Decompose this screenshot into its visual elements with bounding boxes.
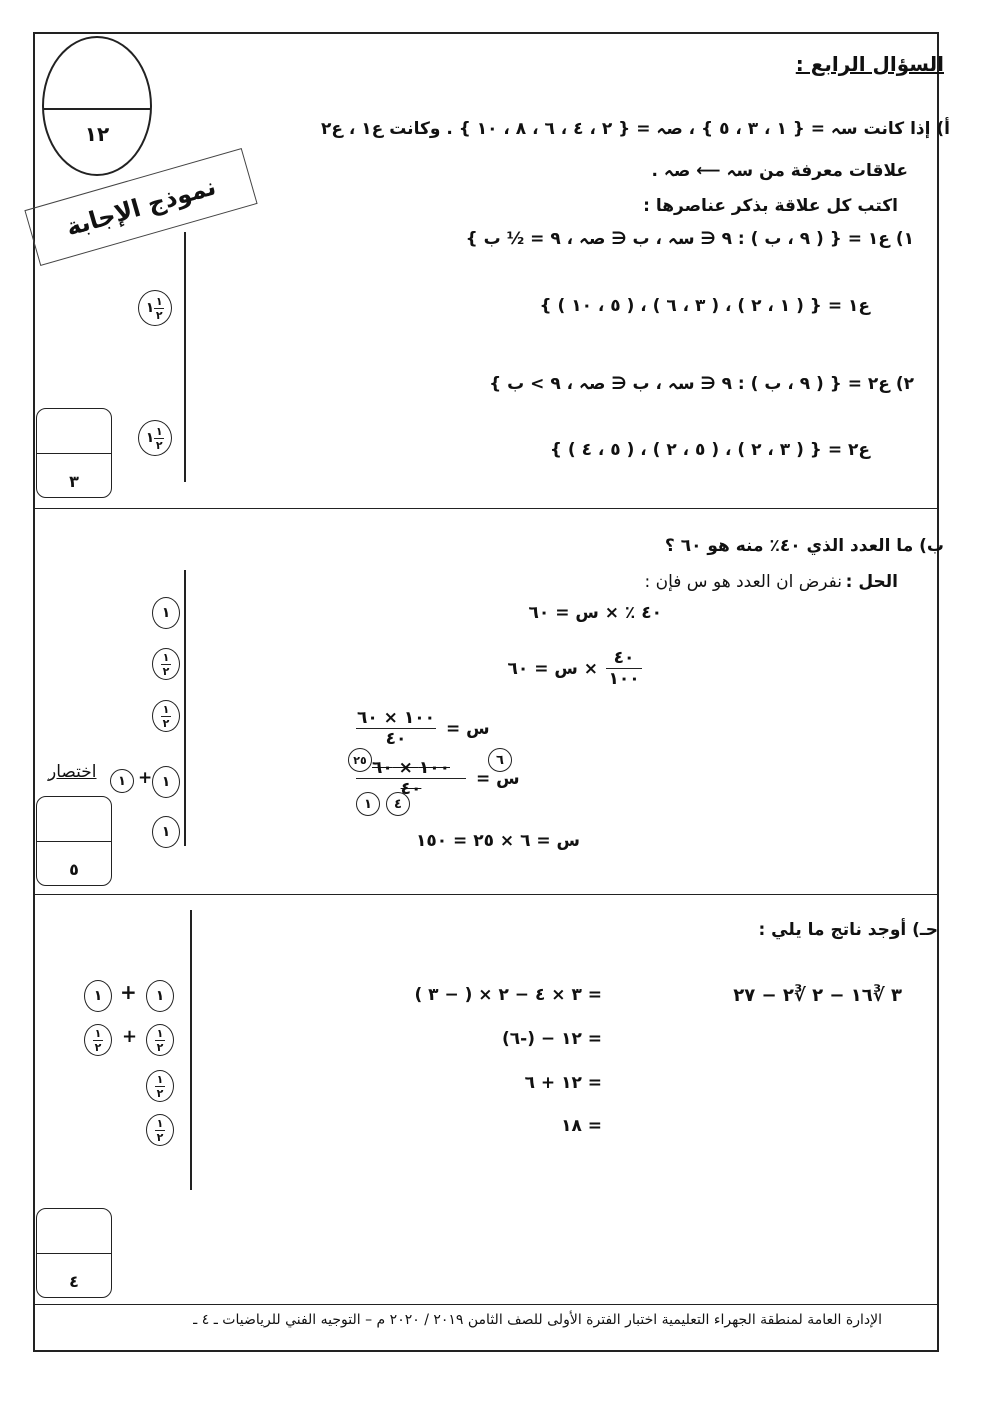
plus-sign: + <box>122 1026 138 1047</box>
part-b-mark-2: $\frac{١}{٢}$ <box>152 648 180 680</box>
part-a-q1-answer: ع١ = { ( ١ ، ٢ ) ، ( ٣ ، ٦ ) ، ( ٥ ، ١٠ ) } <box>539 296 870 316</box>
part-b-step-2 <box>508 648 642 689</box>
divider-a-b <box>33 508 939 509</box>
part-a-q2-definition: ٢) ع٢ = { ( ٩ ، ب ) : ٩ ∈ سہ ، ب ∈ صہ ، ٩ > ب } <box>489 374 914 394</box>
fraction-numerator: ١٠٠ × ٦٠ <box>372 758 450 778</box>
part-b-mark-5: ١ <box>152 766 180 798</box>
part-c-line-1: = ٣ × ٤ − ٢ × ( − ٣ ) <box>414 985 602 1005</box>
part-a-score-box <box>36 408 112 498</box>
part-c-mark-5: $\frac{١}{٢}$ <box>146 1070 174 1102</box>
part-b-step-5: س = ٦ × ٢٥ = ١٥٠ <box>415 831 580 851</box>
part-b-step-2-rest: × س = ٦٠ <box>507 658 598 679</box>
part-b-solution-label: الحل : <box>845 572 898 592</box>
stamp-text: نموذج الإجابة <box>63 172 219 242</box>
part-c-mark-2: ١ <box>146 980 174 1012</box>
fraction-denominator: ١٠٠ <box>608 669 640 689</box>
part-a-score: ٣ <box>69 472 79 491</box>
part-c-margin-line <box>190 910 192 1190</box>
cancel-circle-1: ١ <box>356 792 380 816</box>
part-c-line-2: = ١٢ − (-٦) <box>501 1029 602 1049</box>
part-a-intro-1: أ) إذا كانت سہ = { ١ ، ٣ ، ٥ } ، صہ = { ٢ ، ٤ ، ٦ ، ٨ ، ١٠ } . وكانت ع١ ، ع٢ <box>320 119 950 139</box>
part-b-question: ب) ما العدد الذي ٤٠٪ منه هو ٦٠ ؟ <box>664 536 944 556</box>
part-a-margin-line <box>184 232 186 482</box>
cancel-circle-25: ٢٥ <box>348 748 372 772</box>
part-a-intro-2: علاقات معرفة من سہ ⟵ صہ . <box>651 161 908 181</box>
total-score-oval <box>42 36 152 176</box>
part-b-step-3 <box>356 708 490 749</box>
part-c-expression: ٣ ∛١٦ − ٢ ∛٢ − ٢٧ <box>733 985 902 1006</box>
part-b-step-3-lhs: س = <box>446 718 490 739</box>
plus-sign: + <box>138 768 153 788</box>
part-a-mark-1: ١ $\frac{١}{٢}$ <box>138 290 172 326</box>
part-a-mark-2: ١ $\frac{١}{٢}$ <box>138 420 172 456</box>
fraction-denominator: ٤٠ <box>400 779 422 799</box>
part-b-step-1: ٤٠ ٪ × س = ٦٠ <box>528 603 662 623</box>
part-b-mark-6: ١ <box>152 816 180 848</box>
part-c-line-4: = ١٨ <box>561 1116 602 1136</box>
total-score: ١٢ <box>84 122 110 146</box>
cancel-circle-6: ٦ <box>488 748 512 772</box>
part-c-score-box <box>36 1208 112 1298</box>
part-b-step-3-fraction <box>356 708 436 749</box>
part-c-line-3: = ١٢ + ٦ <box>524 1073 602 1093</box>
part-b-score: ٥ <box>69 860 79 879</box>
question-title: السؤال الرابع : <box>795 52 944 76</box>
part-b-step-2-fraction <box>606 648 642 689</box>
divider-b-c <box>33 894 939 895</box>
part-b-solution-intro: نفرض ان العدد هو س فإن : <box>644 572 842 592</box>
part-b-mark-1: ١ <box>152 597 180 629</box>
part-a-instruction: اكتب كل علاقة بذكر عناصرها : <box>643 196 898 216</box>
part-c-mark-3: $\frac{١}{٢}$ <box>84 1024 112 1056</box>
part-b-margin-line <box>184 570 186 846</box>
plus-sign: + <box>120 980 137 1004</box>
footer-text: الإدارة العامة لمنطقة الجهراء التعليمية اختبار الفترة الأولى للصف الثامن ٢٠١٩ / ٢٠٢٠ م – التوجيه الفني للرياضيات ـ ٤ ـ <box>193 1312 882 1328</box>
part-b-mark-3: $\frac{١}{٢}$ <box>152 700 180 732</box>
fraction-numerator: ٤٠ <box>613 648 635 668</box>
part-c-mark-1: ١ <box>84 980 112 1012</box>
part-a-q2-answer: ع٢ = { ( ٣ ، ٢ ) ، ( ٥ ، ٢ ) ، ( ٥ ، ٤ ) } <box>549 440 870 460</box>
part-a-q1-definition: ١) ع١ = { ( ٩ ، ب ) : ٩ ∈ سہ ، ب ∈ صہ ، ٩ = ½ ب } <box>465 229 914 249</box>
fraction-denominator: ٤٠ <box>385 729 407 749</box>
part-c-question: حـ) أوجد ناتج ما يلي : <box>758 920 938 940</box>
part-c-mark-4: $\frac{١}{٢}$ <box>146 1024 174 1056</box>
part-c-mark-6: $\frac{١}{٢}$ <box>146 1114 174 1146</box>
cancel-circle-4: ٤ <box>386 792 410 816</box>
part-b-mark-4: ١ <box>110 769 134 793</box>
part-b-score-box <box>36 796 112 886</box>
divider-footer <box>33 1304 939 1305</box>
reduction-label: اختصار <box>48 762 97 782</box>
fraction-numerator: ١٠٠ × ٦٠ <box>357 708 435 728</box>
part-c-score: ٤ <box>69 1272 79 1291</box>
part-b-step-4-lhs: س = <box>476 768 520 789</box>
